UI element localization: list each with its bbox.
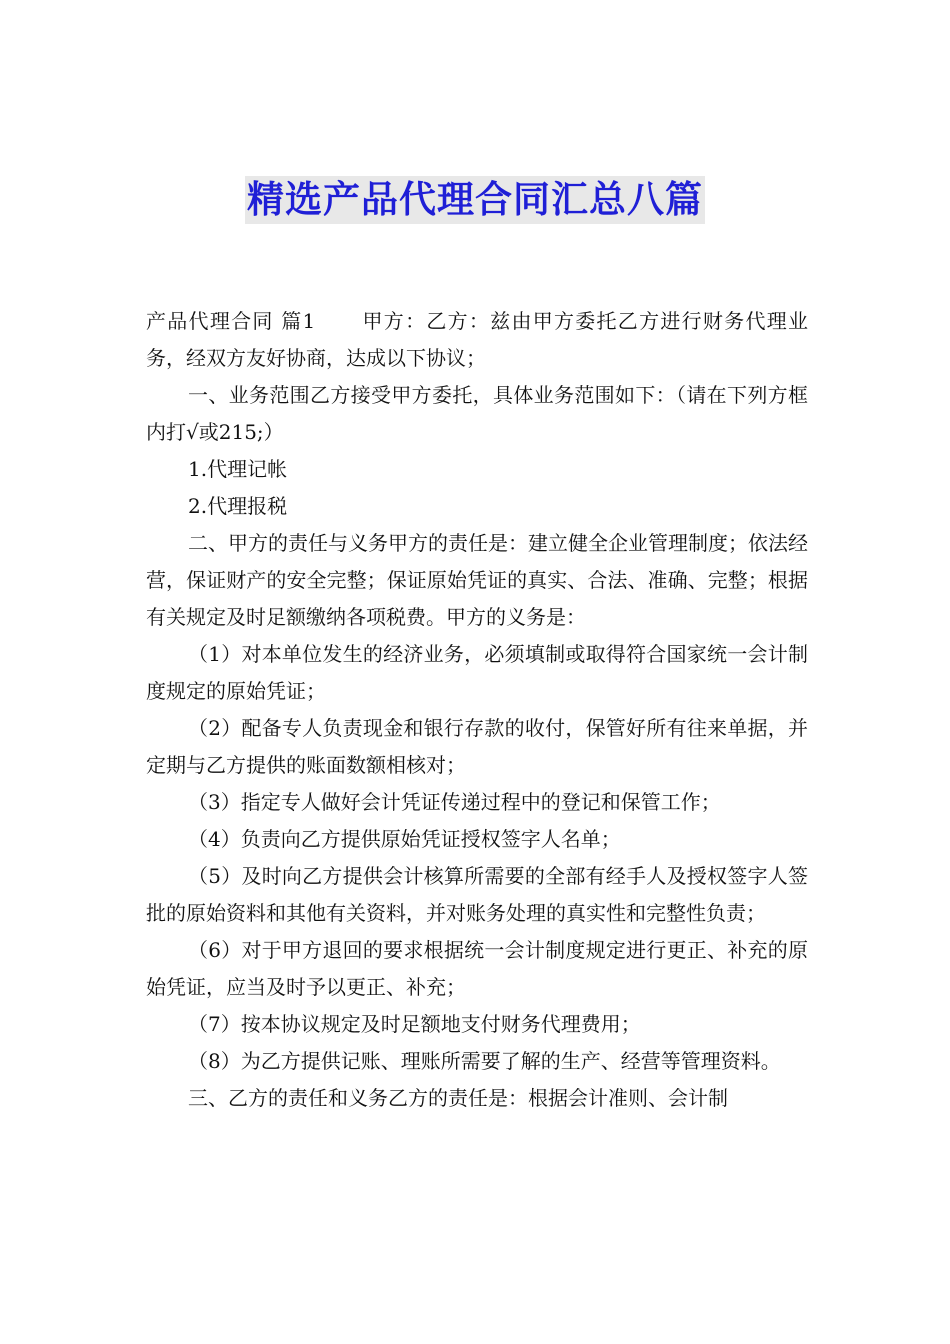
paragraph: 三、乙方的责任和义务乙方的责任是：根据会计准则、会计制 [188,1086,728,1110]
list-item: （6）对于甲方退回的要求根据统一会计制度规定进行更正、补充的原始凭证，应当及时予以更正、补充； [146,938,808,999]
list-item: （1）对本单位发生的经济业务，必须填制或取得符合国家统一会计制度规定的原始凭证； [146,642,808,703]
document-body [146,303,808,1117]
list-item: （5）及时向乙方提供会计核算所需要的全部有经手人及授权签字人签批的原始资料和其他有关资料，并对账务处理的真实性和完整性负责； [146,864,808,925]
document-title: 精选产品代理合同汇总八篇 [245,176,705,224]
list-item: （7）按本协议规定及时足额地支付财务代理费用； [188,1012,641,1036]
intro-text: 甲方：乙方：兹由甲方委托乙方进行财务代理业务，经双方友好协商，达成以下协议； [146,309,808,370]
list-item: （8）为乙方提供记账、理账所需要了解的生产、经营等管理资料。 [188,1049,781,1073]
title-container [0,176,950,224]
list-item: （3）指定专人做好会计凭证传递过程中的登记和保管工作； [188,790,721,814]
list-item: 2.代理报税 [188,494,288,518]
list-item: （4）负责向乙方提供原始凭证授权签字人名单； [188,827,621,851]
section-heading: 产品代理合同 篇1 [146,309,316,333]
list-item: 1.代理记帐 [188,457,288,481]
paragraph: 二、甲方的责任与义务甲方的责任是：建立健全企业管理制度；依法经营，保证财产的安全完整；保证原始凭证的真实、合法、准确、完整；根据有关规定及时足额缴纳各项税费。甲方的义务是： [146,531,808,629]
paragraph-intro [146,303,808,377]
list-item: （2）配备专人负责现金和银行存款的收付，保管好所有往来单据，并定期与乙方提供的账面数额相核对； [146,716,808,777]
paragraph: 一、业务范围乙方接受甲方委托，具体业务范围如下：（请在下列方框内打√或215;） [146,383,808,444]
